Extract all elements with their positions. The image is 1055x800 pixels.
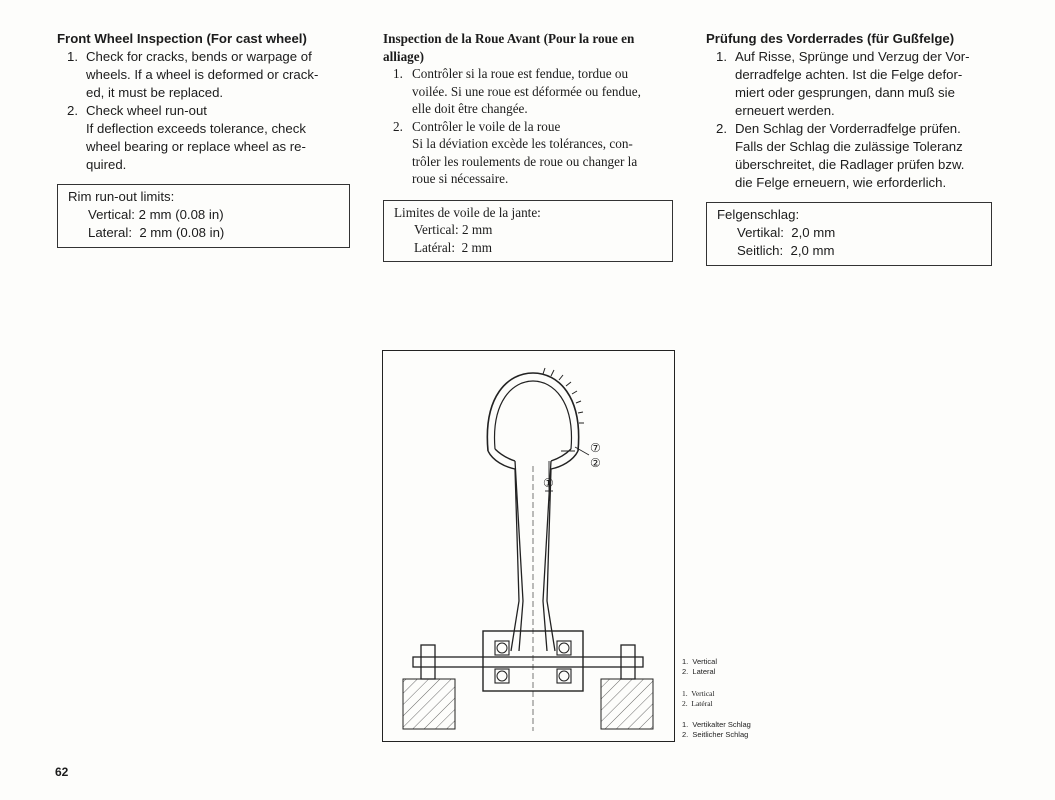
callout-2: ② xyxy=(590,456,601,470)
french-step-2: 2. Contrôler le voile de la roue Si la déviation excède les tolérances, con- trôler les roulements de roue ou changer la roue si nécessaire. xyxy=(393,118,638,186)
english-step-2: 2. Check wheel run-out If deflection exceeds tolerance, check wheel bearing or replace wheel as re- quired. xyxy=(67,103,306,172)
english-spec-box: Rim run-out limits: Vertical: 2 mm (0.08 in) Lateral: 2 mm (0.08 in) xyxy=(57,184,350,248)
stand-block-right xyxy=(621,645,635,679)
axle xyxy=(413,657,643,667)
german-spec-box: Felgenschlag: Vertikal: 2,0 mm Seitlich: 2,0 mm xyxy=(706,202,992,266)
english-column xyxy=(57,30,350,248)
german-step-2: 2. Den Schlag der Vorderradfelge prüfen. Falls der Schlag die zulässige Toleranz überschreitet, die Radlager prüfen bzw. die Felge erneuern, wie erforderlich. xyxy=(716,121,965,190)
english-step-1: 1. Check for cracks, bends or warpage of wheels. If a wheel is deformed or crack- ed, it must be replaced. xyxy=(67,49,319,100)
support-right xyxy=(601,679,653,729)
support-left xyxy=(403,679,455,729)
french-step-1: 1. Contrôler si la roue est fendue, tordue ou voilée. Si une roue est déformée ou fendue, elle doit être changée. xyxy=(393,66,641,116)
french-steps xyxy=(383,65,673,188)
german-steps xyxy=(706,48,992,192)
callout-1-slashed: ⑦ xyxy=(590,441,601,455)
stand-block-left xyxy=(421,645,435,679)
english-steps xyxy=(57,48,350,174)
callout-1: ① xyxy=(543,476,554,490)
tire-inner-outline xyxy=(495,381,572,449)
wheel-runout-figure xyxy=(382,350,675,742)
page-number: 62 xyxy=(55,765,69,779)
german-step-1: 1. Auf Risse, Sprünge und Verzug der Vor- derradfelge achten. Ist die Felge defor- miert oder gesprungen, dann muß sie erneuert werden. xyxy=(716,49,970,118)
german-heading: Prüfung des Vorderrades (für Gußfelge) xyxy=(706,31,955,46)
french-column xyxy=(383,30,673,262)
french-heading: Inspection de la Roue Avant (Pour la roue en alliage) xyxy=(383,31,635,64)
legend-german: 1. Vertikalter Schlag 2. Seitlicher Schlag xyxy=(682,720,751,739)
tire-outer-outline xyxy=(487,373,578,451)
legend-english: 1. Vertical 2. Lateral xyxy=(682,657,718,676)
legend-french: 1. Vertical 2. Latéral xyxy=(682,689,715,708)
german-column xyxy=(706,30,992,266)
wheel-cross-section-drawing xyxy=(383,351,674,741)
french-spec-box: Limites de voile de la jante: Vertical: 2 mm Latéral: 2 mm xyxy=(383,200,673,263)
english-heading: Front Wheel Inspection (For cast wheel) xyxy=(57,31,307,46)
